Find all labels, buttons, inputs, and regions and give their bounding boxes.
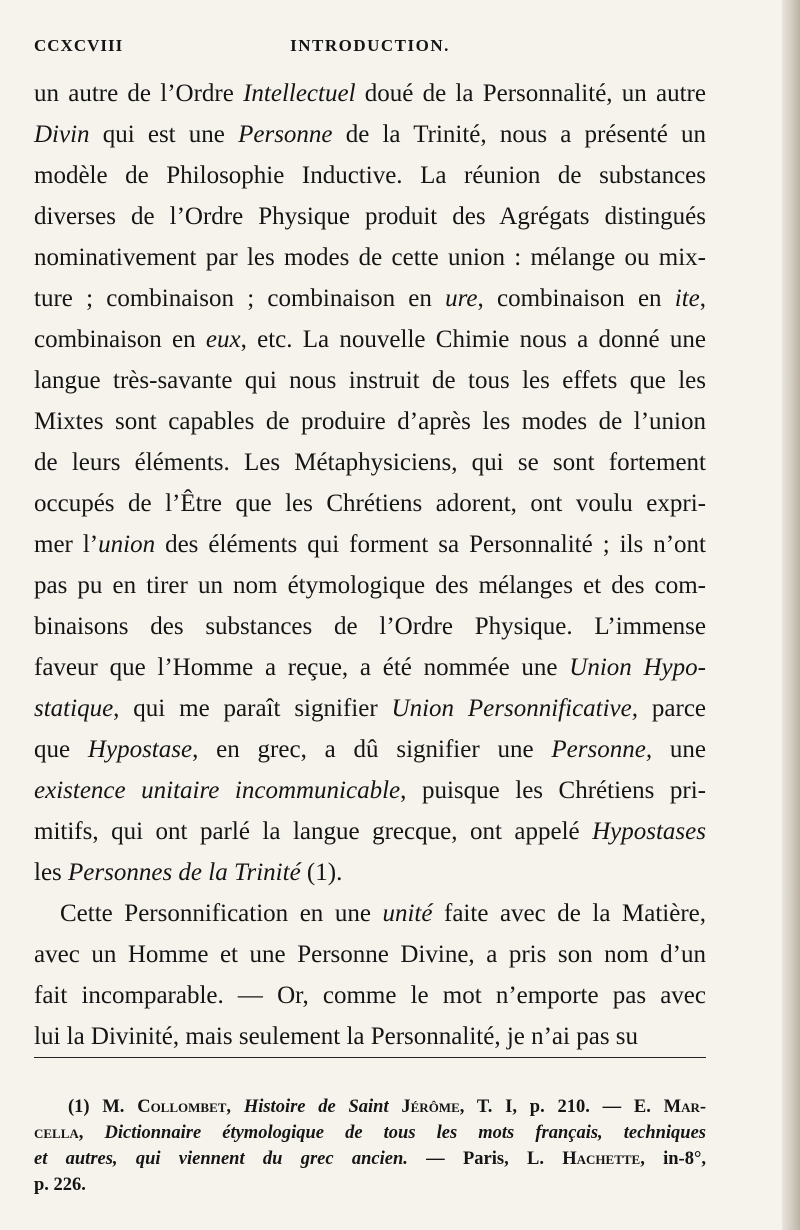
text-run: binaisons des substances de l’Ordre Physique. L’immense bbox=[34, 613, 706, 640]
body-line bbox=[34, 934, 706, 975]
small-caps-run: Hachette bbox=[562, 1149, 641, 1169]
body-line bbox=[34, 483, 706, 524]
text-run: de la Trinité, nous a présenté un bbox=[332, 121, 706, 148]
body-line bbox=[34, 975, 706, 1016]
text-run: mitifs, qui ont parlé la langue grecque, ont appelé bbox=[34, 818, 593, 845]
text-run: de leurs éléments. Les Métaphysiciens, qui se sont fortement bbox=[34, 449, 706, 476]
text-run: des éléments qui forment sa Personnalité ; ils n’ont bbox=[155, 531, 707, 558]
page-header bbox=[34, 36, 706, 60]
running-head: INTRODUCTION. bbox=[290, 36, 450, 55]
text-run: modèle de Philosophie Inductive. La réunion de substances bbox=[34, 162, 706, 189]
italic-run: Hypostase bbox=[87, 736, 193, 763]
body-line bbox=[34, 729, 706, 770]
text-run: un autre de l’Ordre bbox=[34, 80, 244, 107]
page-edge bbox=[782, 0, 800, 1230]
body-line bbox=[34, 565, 706, 606]
small-caps-run: cella bbox=[34, 1123, 79, 1143]
italic-run: et autres, qui viennent du grec ancien. bbox=[34, 1149, 408, 1169]
text-run: lui la Divinité, mais seulement la Personnalité, je n’ai pas su bbox=[34, 1023, 639, 1050]
text-run: , bbox=[226, 1097, 244, 1117]
italic-run: ite bbox=[674, 285, 700, 312]
text-run: , combinaison en bbox=[477, 285, 675, 312]
small-caps-run: Collombet bbox=[137, 1097, 227, 1117]
body-line bbox=[34, 196, 706, 237]
italic-run: Divin bbox=[34, 121, 90, 148]
text-run: qui est une bbox=[89, 121, 239, 148]
text-run: faite avec de la Matière, bbox=[432, 900, 706, 927]
text-run: faveur que l’Homme a reçue, a été nommée une bbox=[34, 654, 570, 681]
body-text bbox=[34, 73, 706, 1057]
text-run: , en grec, a dû signifier une bbox=[192, 736, 552, 763]
italic-run: ure bbox=[445, 285, 478, 312]
italic-run: statique bbox=[34, 695, 114, 722]
body-line bbox=[34, 811, 706, 852]
footnote-rule bbox=[34, 1057, 706, 1058]
text-run: Mixtes sont capables de produire d’après les modes de l’union bbox=[34, 408, 706, 435]
text-run: pas pu en tirer un nom étymologique des mélanges et des com- bbox=[34, 572, 706, 599]
text-run: doué de la Personnalité, un autre bbox=[355, 80, 706, 107]
small-caps-run: Mar- bbox=[663, 1097, 707, 1117]
body-line bbox=[34, 155, 706, 196]
body-line bbox=[34, 237, 706, 278]
text-run: occupés de l’Être que les Chrétiens adorent, ont voulu expri- bbox=[34, 490, 706, 517]
text-run: (1) M. bbox=[68, 1097, 138, 1117]
text-run: , etc. La nouvelle Chimie nous a donné une bbox=[240, 326, 706, 353]
text-run: fait incomparable. — Or, comme le mot n’emporte pas avec bbox=[34, 982, 706, 1009]
page-number: CCXCVIII bbox=[34, 36, 124, 55]
text-run: , qui me paraît signifier bbox=[113, 695, 392, 722]
text-run: ture ; combinaison ; combinaison en bbox=[34, 285, 446, 312]
italic-run: unité bbox=[382, 900, 433, 927]
body-line bbox=[34, 442, 706, 483]
body-line bbox=[34, 647, 706, 688]
text-run: , puisque les Chrétiens pri- bbox=[400, 777, 707, 804]
body-line bbox=[34, 401, 706, 442]
body-line bbox=[34, 893, 706, 934]
footnote-line bbox=[34, 1120, 706, 1146]
footnote bbox=[34, 1094, 706, 1198]
text-run: p. 226. bbox=[34, 1175, 86, 1195]
text-run: parce bbox=[638, 695, 707, 722]
text-run: Cette Personnification en une bbox=[60, 900, 383, 927]
text-run: , bbox=[699, 285, 707, 312]
text-run: diverses de l’Ordre Physique produit des Agrégats distingués bbox=[34, 203, 706, 230]
body-line bbox=[34, 770, 706, 811]
text-run: avec un Homme et une Personne Divine, a pris son nom d’un bbox=[34, 941, 706, 968]
italic-run: Hypostases bbox=[592, 818, 706, 845]
italic-run: Personnes de la Trinité bbox=[68, 859, 301, 886]
italic-run: Union Personnificative, bbox=[391, 695, 639, 722]
italic-run: Dictionnaire étymologique de tous les mots français, techniques bbox=[104, 1123, 707, 1143]
text-run: , in-8°, bbox=[640, 1149, 706, 1169]
text-run: une bbox=[652, 736, 706, 763]
text-run: nominativement par les modes de cette union : mélange ou mix- bbox=[34, 244, 706, 271]
body-line bbox=[34, 278, 706, 319]
text-run: combinaison en bbox=[34, 326, 206, 353]
body-line bbox=[34, 73, 706, 114]
body-line bbox=[34, 360, 706, 401]
text-run: langue très-savante qui nous instruit de tous les effets que les bbox=[34, 367, 706, 394]
text-run bbox=[389, 1097, 402, 1117]
footnote-line bbox=[34, 1146, 706, 1172]
body-line bbox=[34, 319, 706, 360]
text-run: , T. I, p. 210. — E. bbox=[459, 1097, 664, 1117]
italic-run: Histoire de Saint bbox=[243, 1097, 389, 1117]
body-line bbox=[34, 606, 706, 647]
text-run: (1). bbox=[300, 859, 343, 886]
body-line bbox=[34, 114, 706, 155]
body-line bbox=[34, 524, 706, 565]
italic-run: union bbox=[98, 531, 156, 558]
text-run: les bbox=[34, 859, 69, 886]
footnote-line bbox=[34, 1094, 706, 1120]
text-run: mer l’ bbox=[34, 531, 99, 558]
italic-run: eux bbox=[205, 326, 241, 353]
body-line bbox=[34, 688, 706, 729]
text-run: que bbox=[34, 736, 88, 763]
text-run: , bbox=[78, 1123, 105, 1143]
italic-run: Intellectuel bbox=[243, 80, 356, 107]
italic-run: Union Hypo- bbox=[569, 654, 706, 681]
italic-run: Personne bbox=[238, 121, 333, 148]
italic-run: existence unitaire incommunicable bbox=[34, 777, 401, 804]
body-line bbox=[34, 852, 706, 893]
text-run: — Paris, L. bbox=[407, 1149, 563, 1169]
small-caps-run: Jérôme bbox=[401, 1097, 460, 1117]
footnote-line bbox=[34, 1172, 706, 1198]
body-line bbox=[34, 1016, 706, 1057]
italic-run: Personne, bbox=[551, 736, 653, 763]
